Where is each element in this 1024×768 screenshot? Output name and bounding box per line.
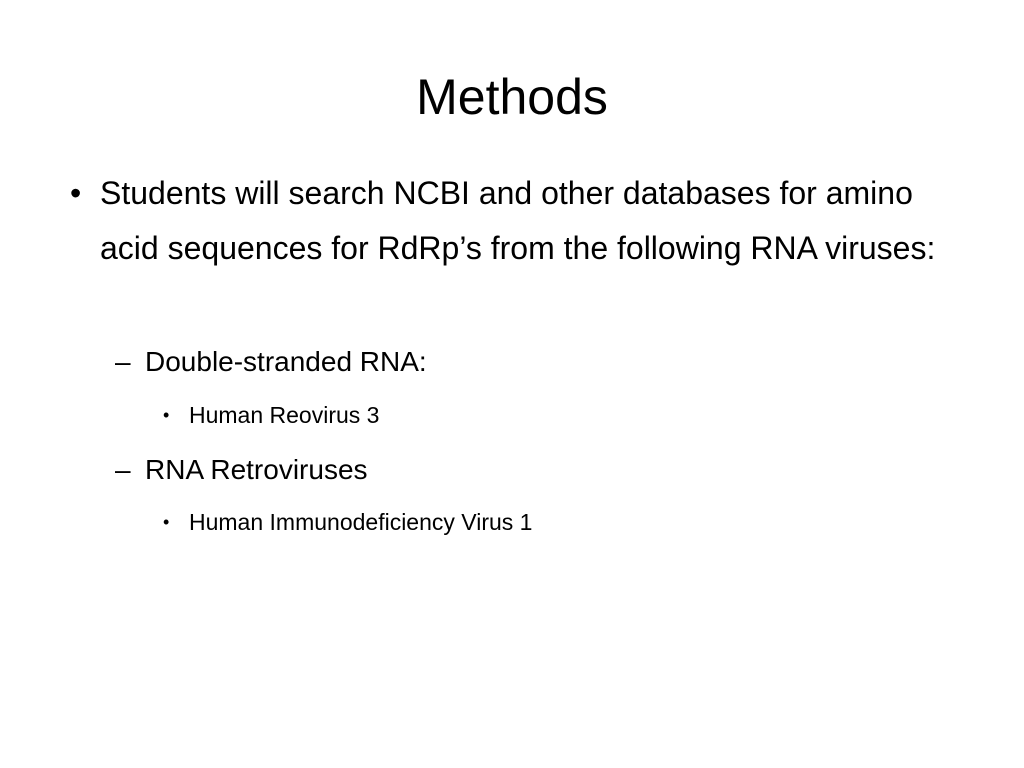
sub-sub-item-text: Human Immunodeficiency Virus 1: [189, 509, 533, 535]
sub-sub-item-text: Human Reovirus 3: [189, 402, 380, 428]
sub-item-text: Double-stranded RNA:: [145, 346, 427, 377]
sub-item-text: RNA Retroviruses: [145, 454, 368, 485]
bullet-marker: •: [70, 175, 82, 211]
sub-item-retroviruses: [115, 450, 815, 490]
bullet-marker: •: [163, 405, 170, 425]
dash-marker: –: [115, 454, 131, 485]
sub-sub-item-hiv: [163, 505, 863, 539]
bullet-text: Students will search NCBI and other databases for amino acid sequences for RdRp’s from the following RNA viruses:: [100, 175, 936, 266]
sub-item-double-stranded: [115, 342, 815, 382]
slide-title: Methods: [416, 69, 608, 125]
dash-marker: –: [115, 346, 131, 377]
sub-sub-item-reovirus: [163, 398, 863, 432]
bullet-marker: •: [163, 512, 170, 532]
